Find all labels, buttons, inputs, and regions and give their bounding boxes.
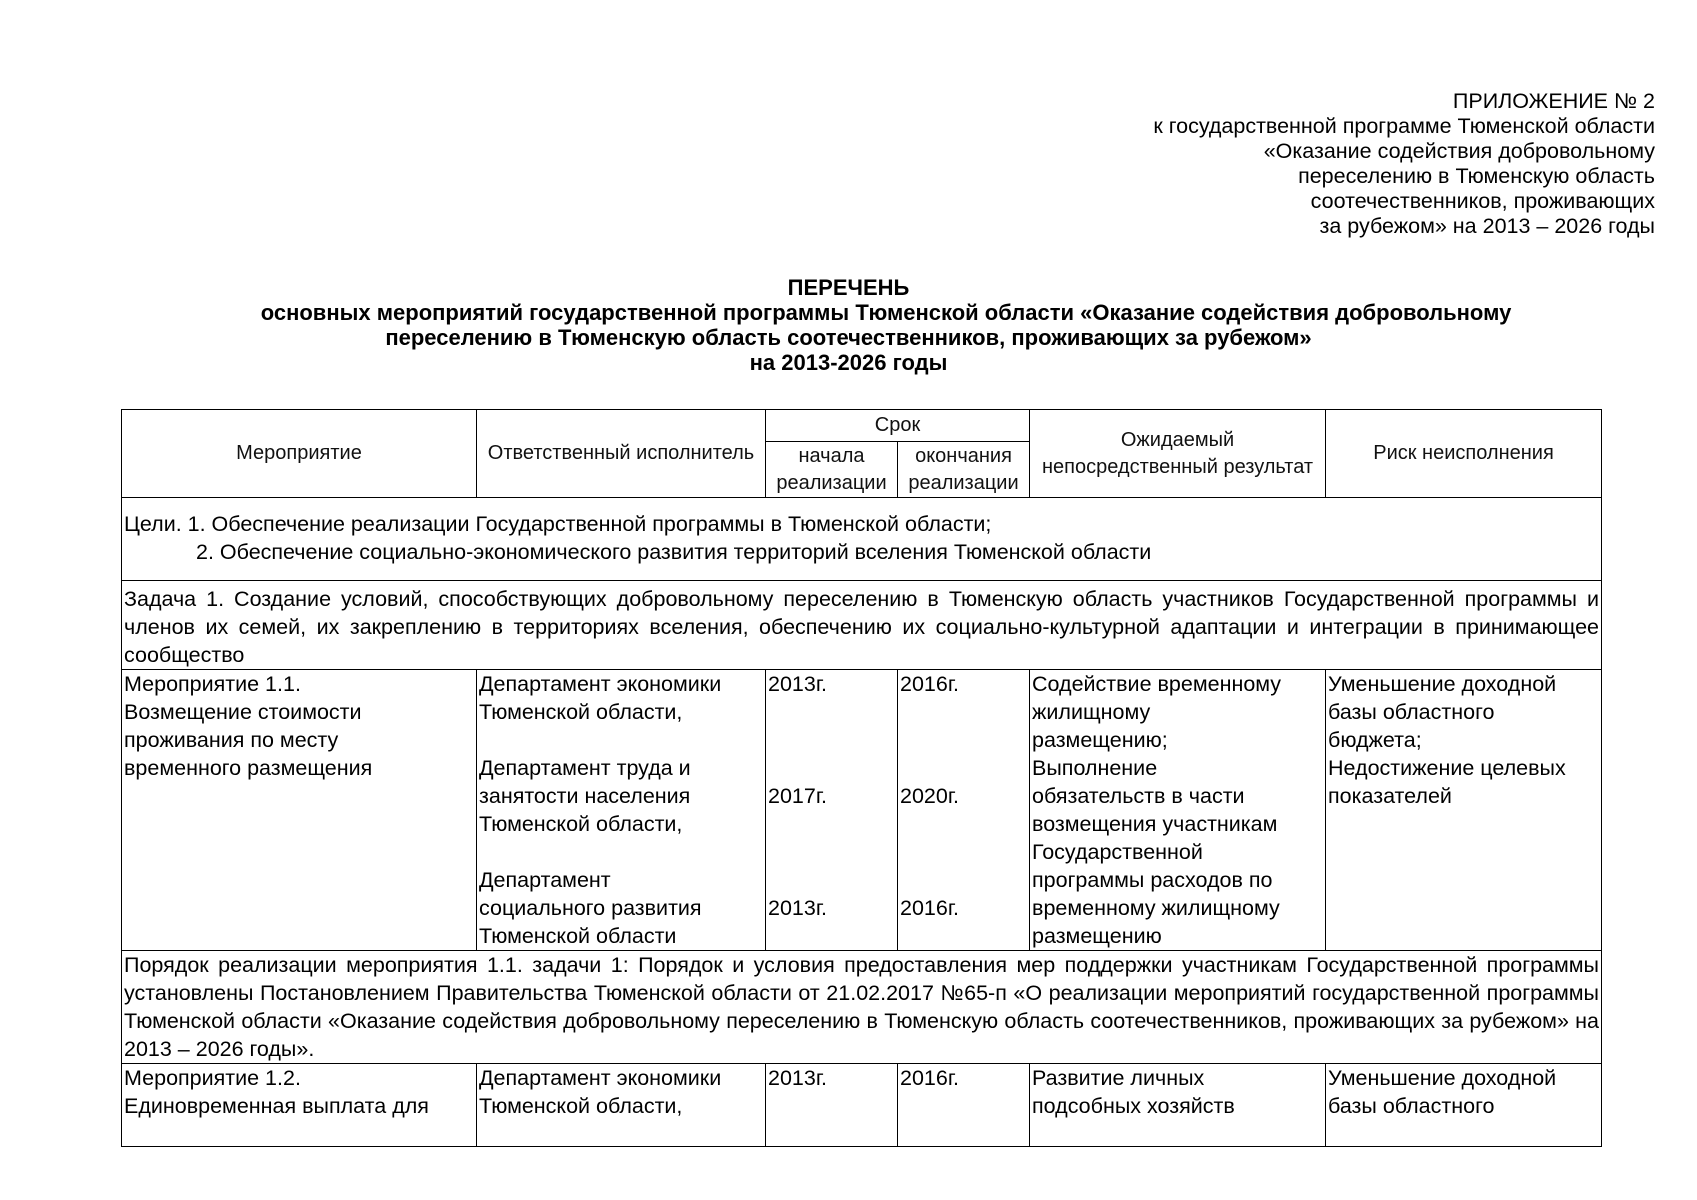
result-cell: Развитие личных подсобных хозяйств <box>1030 1064 1326 1147</box>
end-date-cell: 2016г. <box>898 1064 1030 1147</box>
executor-cell: Департамент экономики Тюменской области, Департамент труда и занятости населения Тюменской области, Департамент социального развития Тюменской области <box>477 670 766 951</box>
header-term: Срок <box>766 410 1030 442</box>
goal-line: Цели. 1. Обеспечение реализации Государственной программы в Тюменской области; <box>124 512 992 536</box>
result-cell: Содействие временному жилищному размещению; Выполнение обязательств в части возмещения участникам Государственной программы расходов по временному жилищному размещению <box>1030 670 1326 951</box>
procedure-cell: Порядок реализации мероприятия 1.1. задачи 1: Порядок и условия предоставления мер поддержки участникам Государственной программы установлены Постановлением Правительства Тюменской области от 21.02.2017 №65-п «О реализации мероприятий государственной программы Тюменской области «Оказание содействия добровольному переселению в Тюменскую область соотечественников, проживающих за рубежом» на 2013 – 2026 годы». <box>122 951 1602 1064</box>
goals-row <box>122 498 1602 581</box>
header-risk: Риск неисполнения <box>1326 410 1602 498</box>
appendix-line: за рубежом» на 2013 – 2026 годы <box>1319 214 1655 238</box>
goal-line: 2. Обеспечение социально-экономического развития территорий вселения Тюменской области <box>196 540 1152 564</box>
heading-years: на 2013-2026 годы <box>749 350 948 375</box>
event-name-cell: Мероприятие 1.2. Единовременная выплата для <box>122 1064 477 1147</box>
risk-cell: Уменьшение доходной базы областного бюджета; Недостижение целевых показателей <box>1326 670 1602 951</box>
end-date-cell: 2016г. 2020г. 2016г. <box>898 670 1030 951</box>
executor-cell: Департамент экономики Тюменской области, <box>477 1064 766 1147</box>
document-heading <box>0 275 1697 375</box>
goals-cell <box>122 498 1602 581</box>
header-event: Мероприятие <box>122 410 477 498</box>
start-date-cell: 2013г. <box>766 1064 898 1147</box>
header-end: окончания реализации <box>898 442 1030 498</box>
appendix-line: «Оказание содействия добровольному <box>1263 139 1655 163</box>
header-start: начала реализации <box>766 442 898 498</box>
appendix-line: ПРИЛОЖЕНИЕ № 2 <box>1452 89 1655 113</box>
appendix-line: переселению в Тюменскую область <box>1298 164 1655 188</box>
task-cell: Задача 1. Создание условий, способствующих добровольному переселению в Тюменскую область участников Государственной программы и членов их семей, их закреплению в территориях вселения, обеспечению их социально-культурной адаптации и интеграции в принимающее сообщество <box>122 581 1602 670</box>
heading-subtitle-line: переселению в Тюменскую область соотечественников, проживающих за рубежом» <box>385 325 1312 350</box>
table-row <box>122 1064 1602 1147</box>
appendix-line: соотечественников, проживающих <box>1310 189 1655 213</box>
header-result: Ожидаемый непосредственный результат <box>1030 410 1326 498</box>
risk-cell: Уменьшение доходной базы областного <box>1326 1064 1602 1147</box>
header-executor: Ответственный исполнитель <box>477 410 766 498</box>
heading-subtitle-line: основных мероприятий государственной программы Тюменской области «Оказание содействия добровольному <box>260 300 1512 325</box>
table-header-row <box>122 410 1602 442</box>
start-date-cell: 2013г. 2017г. 2013г. <box>766 670 898 951</box>
heading-title: ПЕРЕЧЕНЬ <box>787 275 910 300</box>
event-name-cell: Мероприятие 1.1. Возмещение стоимости проживания по месту временного размещения <box>122 670 477 951</box>
appendix-line: к государственной программе Тюменской области <box>1153 114 1655 138</box>
events-table <box>121 409 1602 1147</box>
procedure-row <box>122 951 1602 1064</box>
appendix-block <box>1153 89 1655 239</box>
task-row <box>122 581 1602 670</box>
table-row <box>122 670 1602 951</box>
